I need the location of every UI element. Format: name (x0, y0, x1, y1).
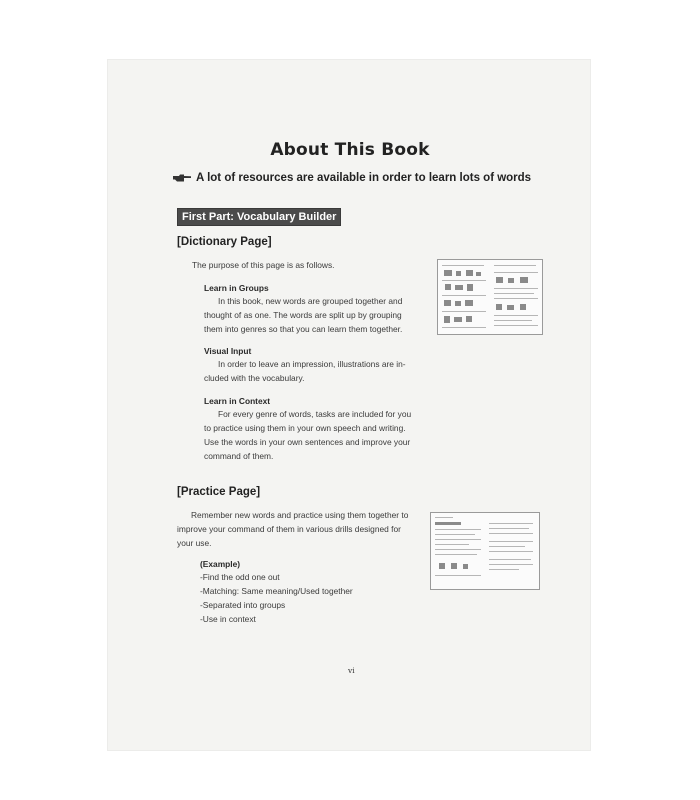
example-list (200, 570, 420, 626)
text-line: thought of as one. The words are split up by grouping (204, 310, 402, 320)
part-banner: First Part: Vocabulary Builder (177, 208, 341, 226)
list-item: -Find the odd one out (200, 572, 280, 582)
text-line: Remember new words and practice using them together to (191, 510, 409, 520)
dictionary-page-heading: [Dictionary Page] (177, 236, 272, 248)
page-number: vi (348, 666, 355, 675)
section-text-learn-in-context (204, 407, 429, 463)
text-line: In order to leave an impression, illustrations are in- (218, 359, 406, 369)
text-line: cluded with the vocabulary. (204, 373, 305, 383)
section-title-learn-in-groups: Learn in Groups (204, 283, 269, 293)
subtitle (172, 172, 531, 184)
list-item: -Use in context (200, 614, 256, 624)
section-text-learn-in-groups (204, 294, 424, 336)
practice-page-thumbnail (430, 512, 540, 590)
page-title: About This Book (270, 140, 430, 160)
dictionary-page-thumbnail (437, 259, 543, 335)
pointing-hand-icon (172, 173, 192, 183)
text-line: Use the words in your own sentences and improve your (204, 437, 411, 447)
text-line: In this book, new words are grouped together and (218, 296, 403, 306)
practice-intro (177, 508, 427, 550)
subtitle-text: A lot of resources are available in order to learn lots of words (196, 172, 532, 184)
text-line: to practice using them in your own speech and writing. (204, 423, 406, 433)
section-text-visual-input (204, 357, 424, 385)
text-line: command of them. (204, 451, 274, 461)
list-item: -Matching: Same meaning/Used together (200, 586, 353, 596)
dictionary-intro: The purpose of this page is as follows. (192, 260, 335, 270)
section-title-learn-in-context: Learn in Context (204, 396, 271, 406)
text-line: improve your command of them in various drills designed for (177, 524, 401, 534)
example-title: (Example) (200, 559, 241, 569)
section-title-visual-input: Visual Input (204, 346, 252, 356)
text-line: your use. (177, 538, 212, 548)
book-page (108, 60, 590, 750)
list-item: -Separated into groups (200, 600, 286, 610)
practice-page-heading: [Practice Page] (177, 486, 261, 498)
text-line: For every genre of words, tasks are included for you (218, 409, 412, 419)
text-line: them into genres so that you can learn them together. (204, 324, 403, 334)
